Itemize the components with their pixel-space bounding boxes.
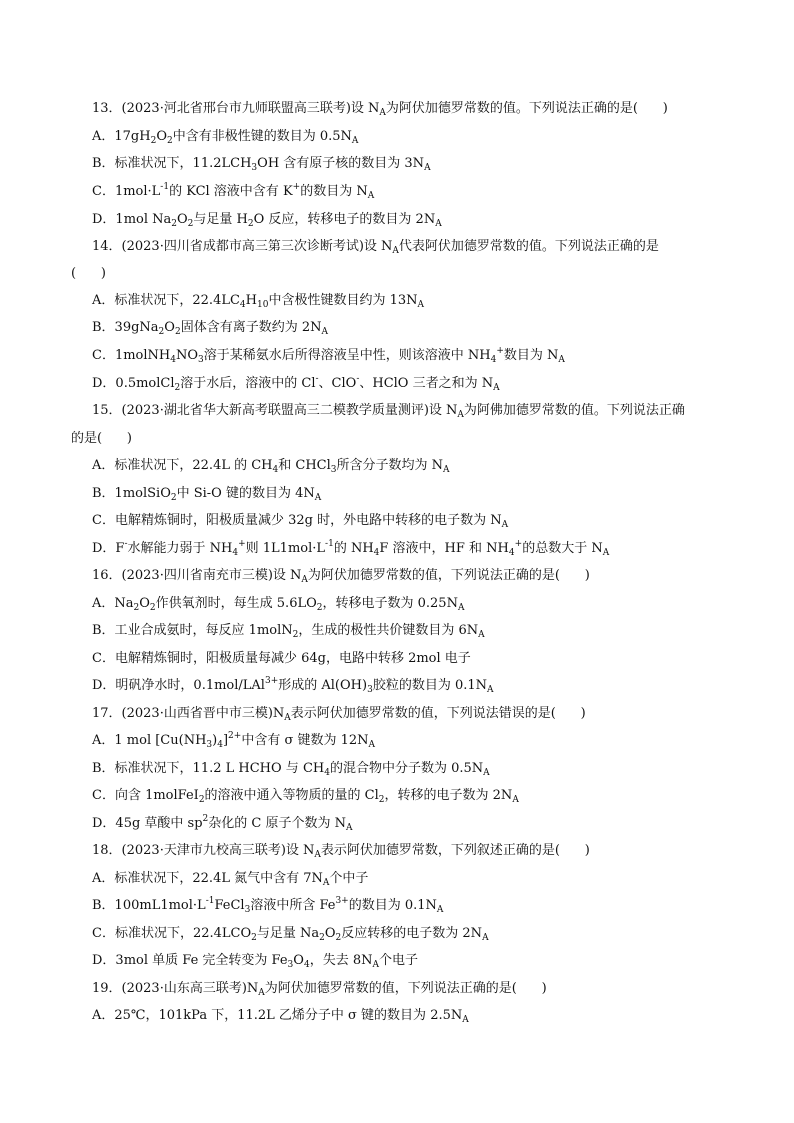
question-14-stem-cont: ( ) bbox=[71, 266, 106, 281]
question-17-option-d: D．45g 草酸中 $sp^2$杂化的 C 原子个数为 $N_A$ bbox=[92, 814, 353, 833]
question-14-option-b: B．$39gNa_2O_2$固体含有离子数约为 $2N_A$ bbox=[92, 320, 328, 337]
question-18-option-b: B．$100mL1mol\cdot L^{-1}FeCl_3$溶液中所含 $Fe^{3+}$的数目为 $0.1N_A$ bbox=[92, 896, 444, 915]
question-18-stem: 18．(2023·天津市九校高三联考)设 $N_A$表示阿伏加德罗常数，下列叙述正确的是( ) bbox=[92, 843, 590, 860]
question-14-option-a: A．标准状况下，$22.4LC_4H_{10}$中含极性键数目约为 $13N_A$ bbox=[92, 293, 425, 310]
question-15-option-a: A．标准状况下，22.4L 的 $CH_4$和 CHCl$_3$所含分子数均为 $N_A$ bbox=[92, 458, 450, 475]
question-16-option-a: A．$Na_2O_2$作供氧剂时，每生成 $5.6LO_2$，转移电子数为 $0.25N_A$ bbox=[92, 596, 465, 613]
question-16-option-d: D．明矾净水时，0.1mol/LAl$^{3+}$形成的 $Al(OH)_3$胶粒的数目为 $0.1N_A$ bbox=[92, 676, 494, 695]
question-17-stem: 17．(2023·山西省晋中市三模)$N_A$表示阿伏加德罗常数的值，下列说法错误的是( ) bbox=[92, 706, 586, 723]
question-18-option-c: C．标准状况下，$22.4LCO_2$与足量 $Na_2O_2$反应转移的电子数为 $2N_A$ bbox=[92, 926, 489, 943]
question-19-option-a: A．25℃，101kPa 下，11.2L 乙烯分子中 σ 键的数目为 $2.5N_A$ bbox=[92, 1008, 469, 1025]
question-19-stem: 19．(2023·山东高三联考)$N_A$为阿伏加德罗常数的值，下列说法正确的是( ) bbox=[92, 981, 547, 998]
question-14-option-c: C．$1molNH_4NO_3$溶于某稀氨水后所得溶液呈中性，则该溶液中 $NH_4^+$数目为 $N_A$ bbox=[92, 346, 565, 365]
question-17-option-c: C．向含 1molFeI$_2$的溶液中通入等物质的量的 $Cl_2$，转移的电子数为 $2N_A$ bbox=[92, 788, 519, 805]
question-13-option-a: A．$17gH_2O_2$中含有非极性键的数目为 $0.5N_A$ bbox=[92, 129, 359, 146]
question-16-option-c: C．电解精炼铜时，阳极质量每减少 64g，电路中转移 2mol 电子 bbox=[92, 651, 471, 666]
question-17-option-b: B．标准状况下，11.2 L HCHO 与 $CH_4$的混合物中分子数为 $0.5N_A$ bbox=[92, 761, 490, 778]
question-18-option-d: D．3mol 单质 Fe 完全转变为 $Fe_3O_4$，失去 $8N_A$个电子 bbox=[92, 953, 418, 970]
question-18-option-a: A．标准状况下，22.4L 氮气中含有 $7N_A$个中子 bbox=[92, 871, 369, 888]
question-13-option-d: D．1mol $Na_2O_2$与足量 $H_2O$ 反应，转移电子的数目为 $2N_A$ bbox=[92, 212, 442, 229]
question-15-stem-cont: 的是( ) bbox=[71, 431, 132, 446]
question-14-stem: 14．(2023·四川省成都市高三第三次诊断考试)设 $N_A$代表阿伏加德罗常数的值。下列说法正确的是 bbox=[92, 239, 659, 256]
question-13-option-c: C．$1mol\cdot L^{-1}$的 KCl 溶液中含有 K+的数目为 $N_A$ bbox=[92, 182, 375, 201]
question-13-stem: 13．(2023·河北省邢台市九师联盟高三联考)设 $N_A$为阿伏加德罗常数的值。下列说法正确的是( ) bbox=[92, 101, 668, 118]
question-15-option-b: B．1molSiO$_2$中 Si-O 键的数目为 $4N_A$ bbox=[92, 486, 322, 503]
question-15-option-c: C．电解精炼铜时，阳极质量减少 32g 时，外电路中转移的电子数为 $N_A$ bbox=[92, 513, 509, 530]
question-14-option-d: D．0.5molCl$_2$溶于水后，溶液中的 Cl-、ClO-、HClO 三者之和为 $N_A$ bbox=[92, 374, 500, 393]
question-13-option-b: B．标准状况下，$11.2LCH_3OH$ 含有原子核的数目为 $3N_A$ bbox=[92, 156, 431, 173]
question-15-stem: 15．(2023·湖北省华大新高考联盟高三二模教学质量测评)设 $N_A$为阿佛加德罗常数的值。下列说法正确 bbox=[92, 403, 685, 420]
question-16-stem: 16．(2023·四川省南充市三模)设 $N_A$为阿伏加德罗常数的值，下列说法正确的是( ) bbox=[92, 568, 590, 585]
question-17-option-a: A．1 mol $[Cu(NH_3)_4]^{2+}$中含有 σ 键数为 $12N_A$ bbox=[92, 731, 376, 750]
question-15-option-d: D．F-水解能力弱于 $NH_4^+$则 $1L1mol\cdot L^{-1}$的 $NH_4F$ 溶液中，HF 和 $NH_4^+$的总数大于 $N_A$ bbox=[92, 539, 610, 558]
question-16-option-b: B．工业合成氨时，每反应 1molN$_2$，生成的极性共价键数目为 $6N_A$ bbox=[92, 623, 485, 640]
